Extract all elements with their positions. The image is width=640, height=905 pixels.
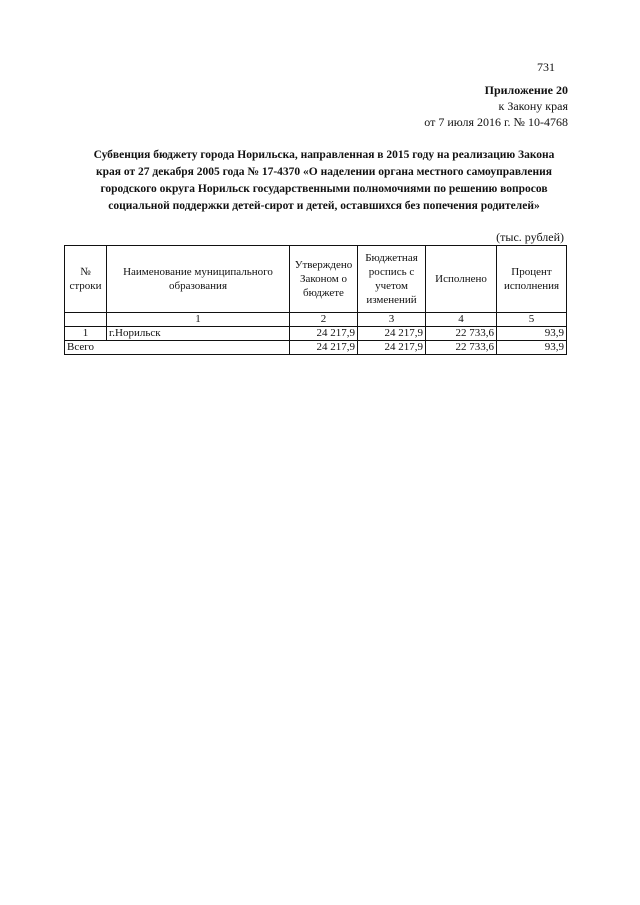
appendix-date-line: от 7 июля 2016 г. № 10-4768 [424,115,568,129]
units-label: (тыс. рублей) [496,230,564,244]
executed-value: 22 733,6 [426,327,497,341]
appendix-law-line: к Закону края [498,99,568,113]
percent-value: 93,9 [497,327,567,341]
header-budget-schedule: Бюджетная роспись с учетом изменений [358,246,426,313]
header-row-number: № строки [65,246,107,313]
title-line-2: края от 27 декабря 2005 года № 17-4370 «О наделении органа местного самоуправления [96,166,552,178]
table-header-row [65,246,567,313]
column-number: 4 [426,313,497,327]
column-number: 2 [290,313,358,327]
table-row [65,327,567,341]
title-line-3: городского округа Норильск государственными полномочиями по решению вопросов [100,183,548,195]
page-number: 731 [537,60,555,74]
row-number: 1 [65,327,107,341]
title-line-4: социальной поддержки детей-сирот и детей, оставшихся без попечения родителей» [108,200,540,212]
total-budget-schedule: 24 217,9 [358,341,426,355]
total-approved: 24 217,9 [290,341,358,355]
title-line-1: Субвенция бюджету города Норильска, направленная в 2015 году на реализацию Закона [93,149,555,161]
column-number [65,313,107,327]
header-approved: Утверждено Законом о бюджете [290,246,358,313]
subvention-table [64,245,567,355]
total-percent: 93,9 [497,341,567,355]
approved-value: 24 217,9 [290,327,358,341]
total-row [65,341,567,355]
header-municipality: Наименование муниципального образования [107,246,290,313]
header-percent: Процент исполнения [497,246,567,313]
document-title [74,147,574,215]
column-number: 5 [497,313,567,327]
header-executed: Исполнено [426,246,497,313]
budget-schedule-value: 24 217,9 [358,327,426,341]
appendix-reference [424,82,568,130]
appendix-label: Приложение 20 [484,83,568,97]
total-executed: 22 733,6 [426,341,497,355]
column-number: 3 [358,313,426,327]
column-number-row [65,313,567,327]
municipality-name: г.Норильск [107,327,290,341]
column-number: 1 [107,313,290,327]
total-label: Всего [65,341,290,355]
